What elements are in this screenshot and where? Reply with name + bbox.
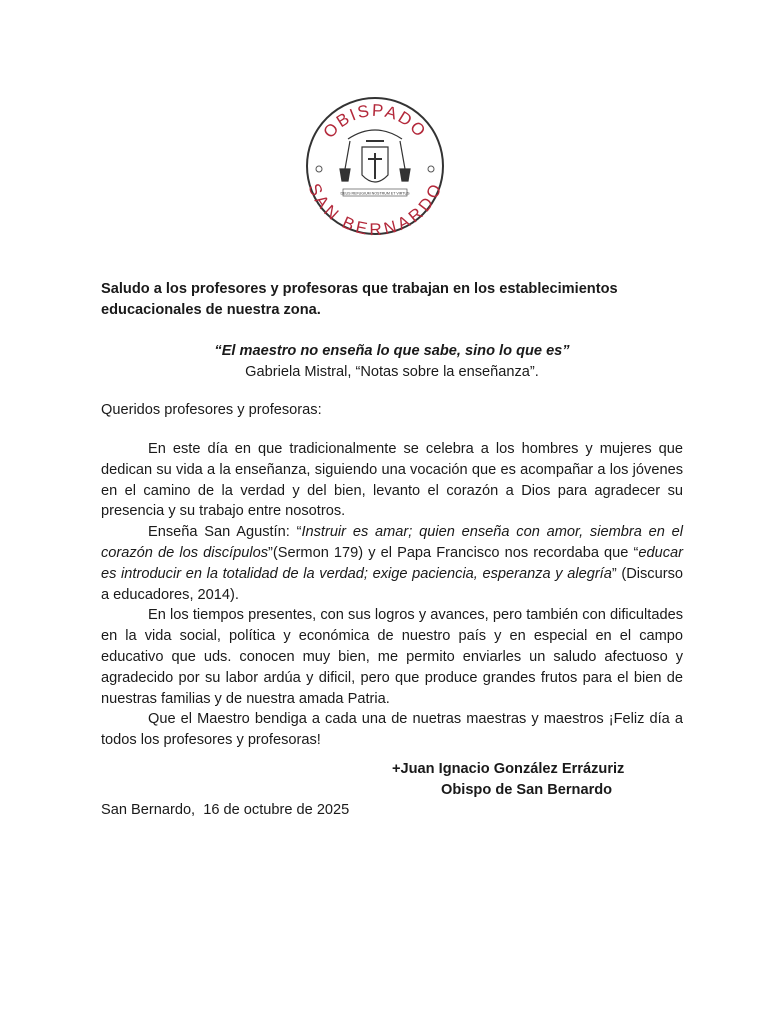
- greeting: Queridos profesores y profesoras:: [101, 402, 322, 418]
- coat-of-arms-icon: [340, 130, 410, 182]
- paragraph: En los tiempos presentes, con sus logros y avances, pero también con dificultades en la vida social, política y económica de nuestro país y en especial en el campo educativo que uds. conocen muy bien, me permito enviarles un saludo afectuoso y agradecido por su labor ardúa y dificil, pero que produce grandes frutos para el bien de nuestras familias y de nuestra amada Patria.: [101, 607, 683, 707]
- signer-title: Obispo de San Bernardo: [441, 781, 613, 798]
- letter-body: [101, 439, 683, 751]
- signer-name: +Juan Ignacio González Errázuriz: [392, 761, 625, 777]
- epigraph-quote: “El maestro no enseña lo que sabe, sino lo que es”: [214, 343, 570, 359]
- paragraph: En este día en que tradicionalmente se celebra a los hombres y mujeres que dedican su vida a la enseñanza, siguiendo una vocación que es acompañar a los jóvenes en el camino de la verdad y del bien, levanto el corazón a Dios para agradecer su presencia y su trabajo entre nosotros.: [101, 441, 683, 520]
- obispado-seal-logo: [300, 89, 450, 243]
- francis-quote: educar es introducir en la totalidad de la verdad; exige paciencia, esperanza y alegría: [101, 544, 683, 582]
- place-date: San Bernardo, 16 de octubre de 2025: [101, 802, 350, 818]
- epigraph-attribution: Gabriela Mistral, “Notas sobre la enseñanza”.: [245, 363, 539, 380]
- letter-heading: Saludo a los profesores y profesoras que trabajan en los establecimientos educacionales de nuestra zona.: [101, 281, 618, 318]
- text: ” (Discurso a educadores, 2014).: [101, 565, 683, 603]
- paragraph: Que el Maestro bendiga a cada una de nuetras maestras y maestros ¡Feliz día a todos los profesores y profesoras!: [101, 711, 683, 749]
- text: Enseña San Agustín: “: [148, 524, 302, 541]
- paragraph: [101, 522, 683, 605]
- seal-motto: DEUS REFUGIUM NOSTRUM ET VIRTUS: [340, 191, 410, 196]
- signature-block: [392, 759, 624, 801]
- augustine-quote: Instruir es amar; quien enseña con amor, siembra en el corazón de los discípulos: [101, 524, 683, 561]
- seal-top-text: OBISPADO: [319, 100, 431, 142]
- seal-bottom-text: SAN BERNARDO: [304, 180, 446, 240]
- text: ”(Sermon 179) y el Papa Francisco nos recordaba que “: [268, 544, 639, 561]
- epigraph: [101, 341, 683, 383]
